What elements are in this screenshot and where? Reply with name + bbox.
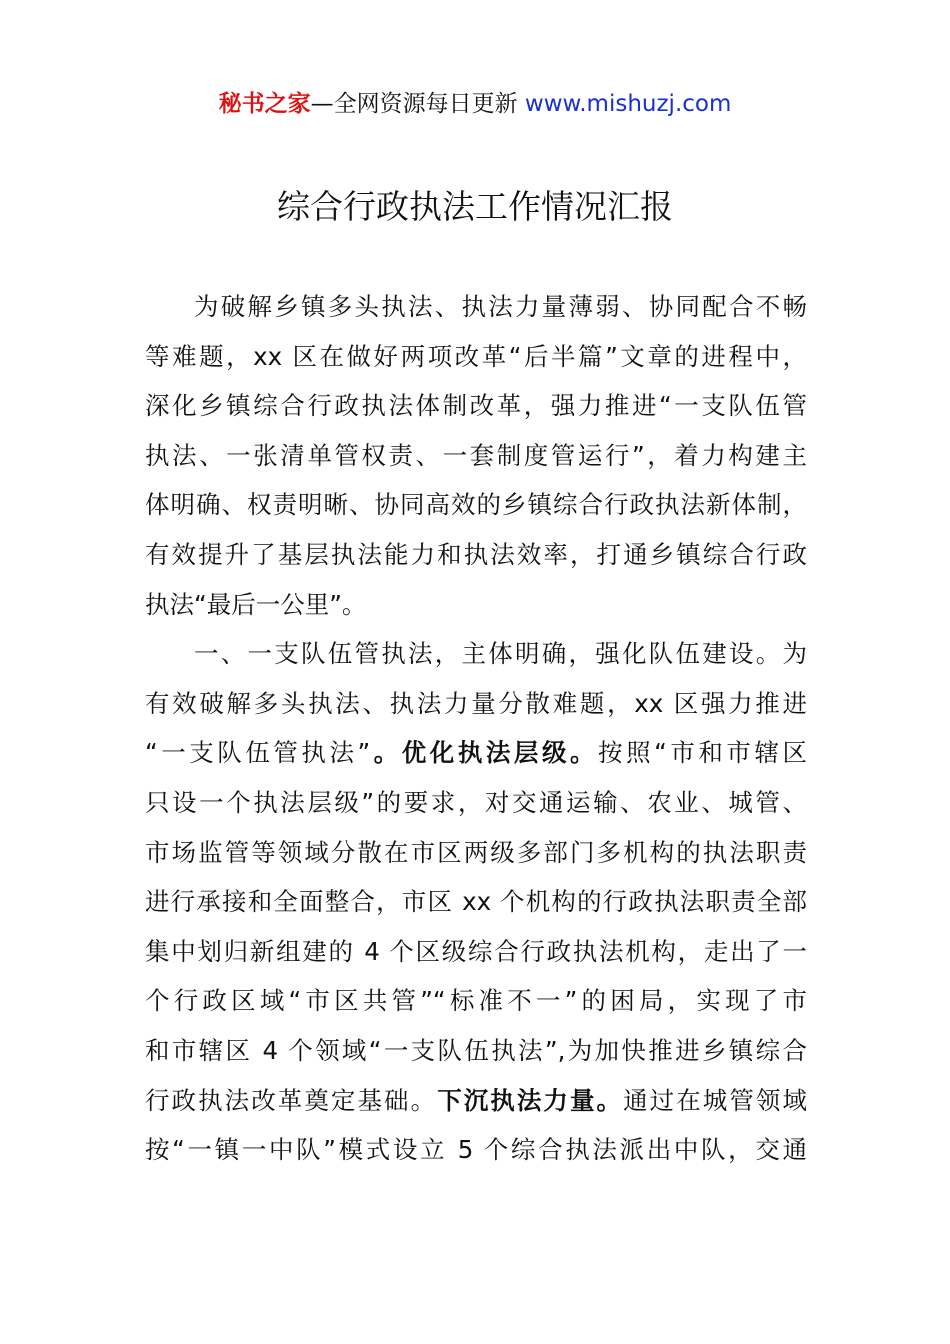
text-line: 一、一支队伍管执法，主体明确，强化队伍建设。为 [194, 639, 807, 669]
text-line: 有效提升了基层执法能力和执法效率，打通乡镇综合行政 [145, 539, 807, 569]
text-line: 深化乡镇综合行政执法体制改革，强力推进“一支队伍管 [145, 391, 807, 421]
text-line: 按“一镇一中队”模式设立 5 个综合执法派出中队，交通 [145, 1135, 807, 1165]
text-line [145, 1076, 807, 1126]
text-line: 只设一个执法层级”的要求，对交通运输、农业、城管、 [145, 787, 807, 817]
section-one-paragraph [145, 629, 807, 1175]
text-run: 按照“市和市辖区 [598, 738, 807, 768]
text-line: 等难题，xx 区在做好两项改革“后半篇”文章的进程中， [145, 341, 807, 371]
bold-heading-optimize-level: 。优化执法层级。 [370, 738, 599, 768]
text-line: 集中划归新组建的 4 个区级综合行政执法机构，走出了一 [145, 936, 807, 966]
site-slogan: —全网资源每日更新 [310, 91, 525, 117]
text-line: 执法“最后一公里”。 [145, 589, 367, 619]
text-run: 通过在城管领域 [623, 1085, 807, 1115]
site-brand: 秘书之家 [218, 91, 311, 117]
text-line: 有效破解多头执法、执法力量分散难题，xx 区强力推进 [145, 688, 807, 718]
text-line: 为破解乡镇多头执法、执法力量薄弱、协同配合不畅 [194, 292, 807, 321]
text-line: 进行承接和全面整合，市区 xx 个机构的行政执法职责全部 [145, 887, 807, 917]
text-line: 执法、一张清单管权责、一套制度管运行”，着力构建主 [145, 440, 807, 470]
text-run: 行政执法改革奠定基础。 [145, 1085, 438, 1115]
intro-paragraph [145, 282, 807, 629]
site-header [0, 88, 950, 120]
site-url-link[interactable]: www.mishuzj.com [524, 91, 732, 117]
document-body [145, 282, 807, 1175]
text-line: 和市辖区 4 个领域“一支队伍执法”,为加快推进乡镇综合 [145, 1035, 807, 1065]
text-line: 市场监管等领域分散在市区两级多部门多机构的执法职责 [145, 837, 807, 867]
document-title: 综合行政执法工作情况汇报 [277, 187, 673, 226]
text-line: 个行政区域“市区共管”“标准不一”的困局，实现了市 [145, 986, 807, 1016]
text-line: 体明确、权责明晰、协同高效的乡镇综合行政执法新体制， [145, 490, 807, 520]
bold-heading-sink-force: 下沉执法力量。 [437, 1085, 624, 1115]
text-line [145, 728, 807, 778]
text-run: “一支队伍管执法” [145, 738, 371, 768]
